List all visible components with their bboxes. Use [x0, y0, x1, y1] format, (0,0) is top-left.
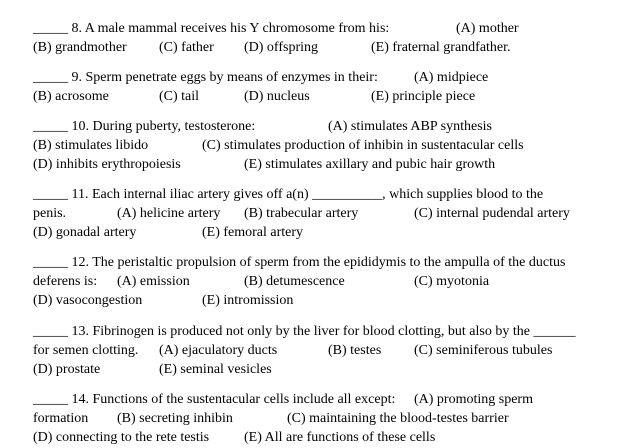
question-line — [0, 69, 631, 88]
question-stem: _____ 11. Each internal iliac artery gives off a(n) __________, which supplies blood to the — [33, 187, 544, 202]
answer-option: (C) myotonia — [414, 274, 490, 289]
answer-option: (A) midpiece — [414, 70, 489, 85]
question-line — [0, 186, 631, 205]
question-line — [0, 254, 631, 273]
question-line — [0, 118, 631, 137]
answer-option: (B) secreting inhibin — [117, 411, 233, 426]
question-line — [0, 224, 631, 243]
answer-option: (A) helicine artery — [117, 206, 221, 221]
answer-option: (A) promoting sperm — [414, 392, 533, 407]
answer-option: (A) ejaculatory ducts — [159, 343, 278, 358]
answer-option: (A) stimulates ABP synthesis — [328, 119, 492, 134]
answer-option: (C) stimulates production of inhibin in sustentacular cells — [202, 138, 524, 153]
question-line — [0, 410, 631, 429]
answer-option: (E) seminal vesicles — [159, 362, 272, 377]
question-line — [0, 20, 631, 39]
answer-option: (C) seminiferous tubules — [414, 343, 553, 358]
answer-option: (E) All are functions of these cells — [244, 430, 436, 445]
answer-option: (E) principle piece — [371, 89, 476, 104]
question-line — [0, 88, 631, 107]
answer-option: (E) intromission — [202, 293, 294, 308]
answer-option: (B) stimulates libido — [33, 138, 149, 153]
answer-option: (B) testes — [328, 343, 382, 358]
answer-option: (C) internal pudendal artery — [414, 206, 570, 221]
question-stem: _____ 12. The peristaltic propulsion of sperm from the epididymis to the ampulla of the ductus — [33, 255, 566, 270]
answer-option: (E) stimulates axillary and pubic hair growth — [244, 157, 496, 172]
question-line — [0, 361, 631, 380]
question-line — [0, 342, 631, 361]
answer-option: (D) offspring — [244, 40, 319, 55]
question-stem: _____ 10. During puberty, testosterone: — [33, 119, 256, 134]
question-line — [0, 323, 631, 342]
question-stem: _____ 13. Fibrinogen is produced not only by the liver for blood clotting, but also by the ______ — [33, 324, 576, 339]
question-stem: _____ 9. Sperm penetrate eggs by means of enzymes in their: — [33, 70, 378, 85]
question-line — [0, 156, 631, 175]
answer-option: (D) prostate — [33, 362, 101, 377]
answer-option: (C) father — [159, 40, 214, 55]
question-11 — [0, 186, 631, 243]
answer-option: (C) tail — [159, 89, 200, 104]
question-10 — [0, 118, 631, 175]
question-14 — [0, 391, 631, 448]
answer-option: (D) vasocongestion — [33, 293, 143, 308]
question-stem: _____ 14. Functions of the sustentacular cells include all except: — [33, 392, 396, 407]
answer-option: (D) nucleus — [244, 89, 310, 104]
answer-option: (B) grandmother — [33, 40, 127, 55]
question-line — [0, 205, 631, 224]
answer-option: (B) trabecular artery — [244, 206, 359, 221]
answer-option: (B) detumescence — [244, 274, 345, 289]
answer-option: (B) acrosome — [33, 89, 109, 104]
question-stem: for semen clotting. — [33, 343, 139, 358]
answer-option: (E) fraternal grandfather. — [371, 40, 511, 55]
answer-option: (D) inhibits erythropoiesis — [33, 157, 181, 172]
question-line — [0, 137, 631, 156]
question-stem: deferens is: — [33, 274, 98, 289]
answer-option: (C) maintaining the blood-testes barrier — [287, 411, 509, 426]
answer-option: (D) connecting to the rete testis — [33, 430, 210, 445]
question-line — [0, 391, 631, 410]
answer-option: (E) femoral artery — [202, 225, 304, 240]
question-stem: _____ 8. A male mammal receives his Y chromosome from his: — [33, 21, 390, 36]
question-8 — [0, 20, 631, 58]
answer-option: (A) emission — [117, 274, 190, 289]
question-stem: penis. — [33, 206, 67, 221]
question-line — [0, 273, 631, 292]
answer-option: (A) mother — [456, 21, 519, 36]
answer-option: (D) gonadal artery — [33, 225, 137, 240]
answer-option: formation — [33, 411, 89, 426]
question-line — [0, 39, 631, 58]
question-line — [0, 292, 631, 311]
question-12 — [0, 254, 631, 311]
question-line — [0, 429, 631, 448]
question-13 — [0, 323, 631, 380]
question-9 — [0, 69, 631, 107]
